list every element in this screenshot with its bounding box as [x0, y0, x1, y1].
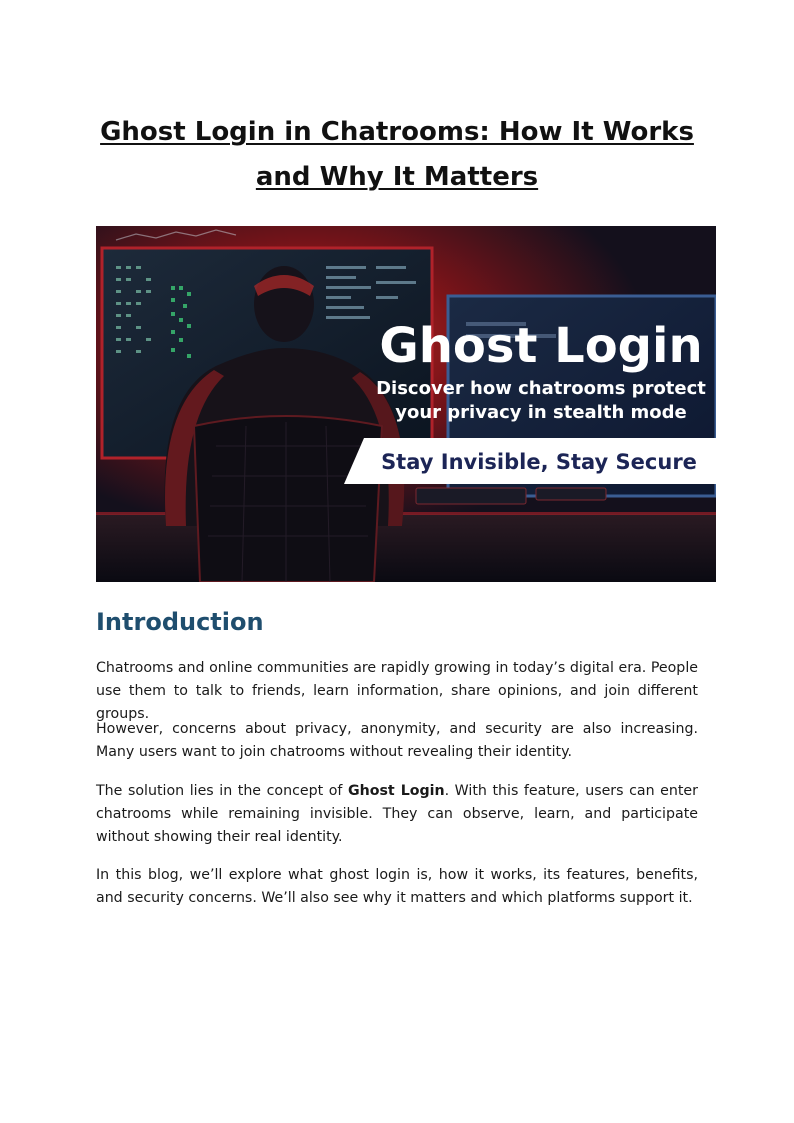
hero-banner-image — [96, 226, 716, 582]
banner-subline-1: Discover how chatrooms protect — [376, 378, 706, 399]
tagline-ribbon — [344, 438, 716, 484]
p3-text-after: . With this feature, users can enter chatrooms while remaining invisible. They can observe, learn, and participate without showing their real identity. — [96, 783, 698, 845]
intro-paragraph-2: However, concerns about privacy, anonymity, and security are also increasing. Many users want to join chatrooms without revealing their identity. — [96, 721, 698, 760]
intro-paragraph-3 — [96, 780, 698, 849]
p3-text-before: The solution lies in the concept of — [96, 783, 348, 799]
banner-subline-2: your privacy in stealth mode — [395, 402, 687, 423]
title-line-2: and Why It Matters — [255, 162, 539, 192]
intro-paragraph-4: In this blog, we’ll explore what ghost login is, how it works, its features, benefits, and security concerns. We’ll also see why it matters and which platforms support it. — [96, 867, 698, 906]
ghost-login-bold-term: Ghost Login — [347, 783, 445, 799]
banner-headline: Ghost Login — [379, 318, 703, 374]
intro-paragraph-1: Chatrooms and online communities are rapidly growing in today’s digital era. People use them to talk to friends, learn information, share opinions, and join different groups. — [96, 660, 698, 722]
title-line-1: Ghost Login in Chatrooms: How It Works — [100, 117, 694, 147]
section-heading-introduction: Introduction — [96, 608, 264, 636]
banner-tagline: Stay Invisible, Stay Secure — [381, 450, 697, 474]
document-title — [96, 110, 698, 200]
